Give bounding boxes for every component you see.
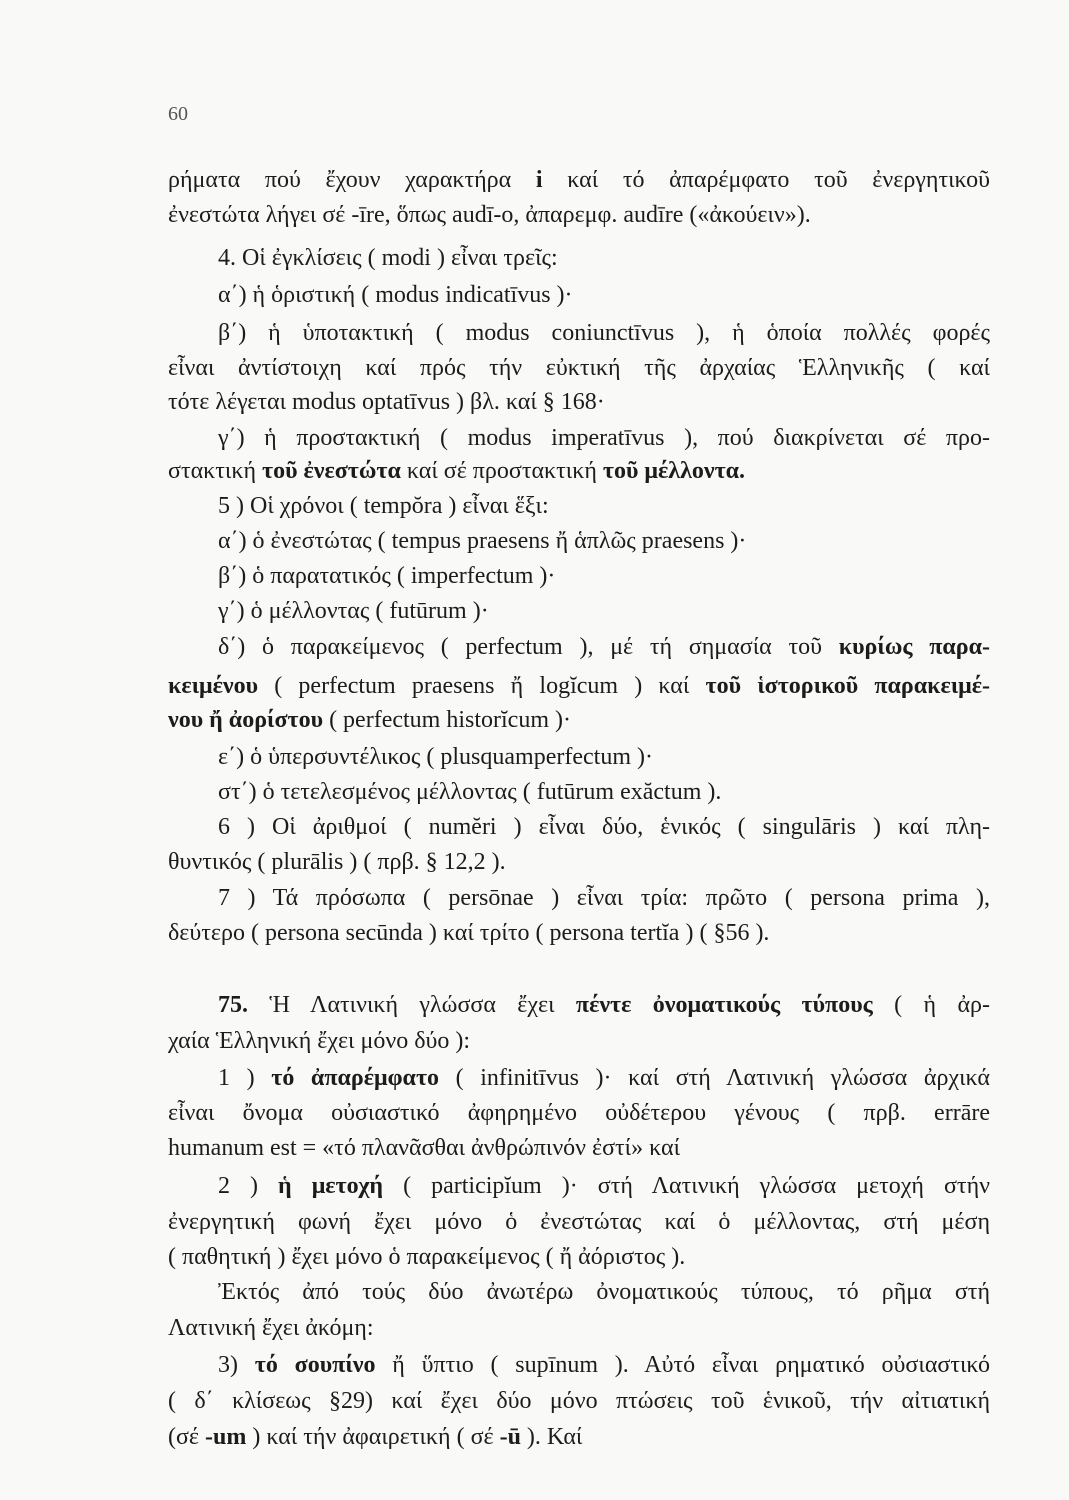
text-line-31 bbox=[168, 1274, 990, 1310]
page-number: 60 bbox=[168, 103, 188, 125]
text-line-9 bbox=[168, 453, 990, 489]
text-line-7 bbox=[168, 384, 990, 420]
text-line-15 bbox=[168, 668, 990, 704]
text-run: θυντικός ( plurālis ) ( πρβ. § 12,2 ). bbox=[168, 849, 506, 875]
text-line-12 bbox=[168, 558, 990, 594]
text-run: ( infinitīvus )· καί στή Λατινική γλώσσα ἀρχικά bbox=[439, 1065, 991, 1091]
text-line-1 bbox=[168, 162, 990, 198]
text-line-10 bbox=[168, 488, 990, 524]
text-run: ( ἡ ἀρ- bbox=[872, 992, 990, 1018]
bold-text-run: τό σουπίνο bbox=[254, 1352, 376, 1378]
text-line-20 bbox=[168, 844, 990, 880]
text-run: τότε λέγεται modus optatīvus ) βλ. καί § 168· bbox=[168, 389, 605, 415]
bold-text-run: κειμένου bbox=[168, 673, 259, 699]
text-line-25 bbox=[168, 1060, 990, 1096]
text-run: ἤ ὕπτιο ( supīnum ). Αὐτό εἶναι ρηματικό οὐσιαστικό bbox=[375, 1352, 991, 1378]
text-run: β΄) ὁ παρατατικός ( imperfectum )· bbox=[218, 563, 556, 589]
text-line-22 bbox=[168, 915, 990, 951]
text-line-19 bbox=[168, 809, 990, 845]
bold-text-run: i bbox=[535, 167, 543, 193]
text-line-17 bbox=[168, 739, 990, 775]
text-line-27 bbox=[168, 1130, 990, 1166]
text-line-24 bbox=[168, 1023, 990, 1059]
text-run: 7 ) Τά πρόσωπα ( persōnae ) εἶναι τρία: πρῶτο ( persona prima ), bbox=[218, 885, 990, 911]
text-run: ) καί τήν ἀφαιρετική ( σέ bbox=[246, 1424, 500, 1450]
text-run: καί σέ προστακτική bbox=[400, 458, 603, 484]
bold-text-run: -um bbox=[205, 1424, 247, 1450]
text-run: χαία Ἑλληνική ἔχει μόνο δύο ): bbox=[168, 1028, 471, 1054]
text-run: δεύτερο ( persona secūnda ) καί τρίτο ( persona tertĭa ) ( §56 ). bbox=[168, 920, 770, 946]
text-line-3 bbox=[168, 240, 990, 276]
text-line-29 bbox=[168, 1204, 990, 1240]
bold-text-run: κυρίως παρα- bbox=[838, 634, 991, 660]
text-line-28 bbox=[168, 1168, 990, 1204]
text-run: στακτική bbox=[168, 458, 262, 484]
bold-text-run: πέντε ὀνοματικούς τύπους bbox=[575, 992, 873, 1018]
text-run: 6 ) Οἱ ἀριθμοί ( numĕri ) εἶναι δύο, ἑνικός ( singulāris ) καί πλη- bbox=[218, 814, 990, 840]
text-run: Ἐκτός ἀπό τούς δύο ἀνωτέρω ὀνοματικούς τύπους, τό ρῆμα στή bbox=[218, 1279, 990, 1305]
text-line-33 bbox=[168, 1347, 990, 1383]
text-run: στ΄) ὁ τετελεσμένος μέλλοντας ( futūrum exăctum ). bbox=[218, 779, 722, 805]
text-run: 1 ) bbox=[218, 1065, 272, 1091]
text-line-11 bbox=[168, 523, 990, 559]
text-run: ( perfectum praesens ἤ logĭcum ) καί bbox=[258, 673, 706, 699]
text-run: 4. Οἱ ἐγκλίσεις ( modi ) εἶναι τρεῖς: bbox=[218, 245, 558, 271]
bold-text-run: νου ἤ ἀορίστου bbox=[168, 707, 324, 733]
text-line-32 bbox=[168, 1310, 990, 1346]
bold-text-run: τοῦ μέλλοντα. bbox=[602, 458, 746, 484]
text-line-34 bbox=[168, 1383, 990, 1419]
text-run: εἶναι ὄνομα οὐσιαστικό ἀφηρημένο οὐδέτερου γένους ( πρβ. errāre bbox=[168, 1100, 990, 1126]
bold-text-run: τοῦ ἐνεστώτα bbox=[262, 458, 401, 484]
text-line-18 bbox=[168, 774, 990, 810]
text-run: Ἡ Λατινική γλώσσα ἔχει bbox=[248, 992, 576, 1018]
text-run: β΄) ἡ ὑποτακτική ( modus coniunctīvus ), ἡ ὁποία πολλές φορές bbox=[218, 320, 990, 346]
text-line-23 bbox=[168, 987, 990, 1023]
text-run: ρήματα πού ἔχουν χαρακτήρα bbox=[168, 167, 536, 193]
text-run: ( perfectum historĭcum )· bbox=[323, 707, 571, 733]
text-line-8 bbox=[168, 420, 990, 456]
text-run: καί τό ἀπαρέμφατο τοῦ ἐνεργητικοῦ bbox=[542, 167, 990, 193]
text-line-13 bbox=[168, 593, 990, 629]
text-run: ( δ΄ κλίσεως §29) καί ἔχει δύο μόνο πτώσεις τοῦ ἑνικοῦ, τήν αἰτιατική bbox=[168, 1388, 990, 1414]
bold-text-run: τό ἀπαρέμφατο bbox=[271, 1065, 440, 1091]
text-run: ). Καί bbox=[520, 1424, 583, 1450]
text-line-21 bbox=[168, 880, 990, 916]
text-line-4 bbox=[168, 277, 990, 313]
text-run: α΄) ἡ ὁριστική ( modus indicatīvus )· bbox=[218, 282, 573, 308]
text-run: ἐνεστώτα λήγει σέ -īre, ὅπως audī-o, ἀπαρεμφ. audīre («ἀκούειν»). bbox=[168, 202, 811, 228]
text-line-5 bbox=[168, 315, 990, 351]
bold-text-run: -ū bbox=[499, 1424, 521, 1450]
text-run: 2 ) bbox=[218, 1173, 279, 1199]
text-line-6 bbox=[168, 350, 990, 386]
text-run: α΄) ὁ ἐνεστώτας ( tempus praesens ἤ ἁπλῶς praesens )· bbox=[218, 528, 747, 554]
text-run: γ΄) ὁ μέλλοντας ( futūrum )· bbox=[218, 598, 489, 624]
text-run: ( participĭum )· στή Λατινική γλώσσα μετοχή στήν bbox=[383, 1173, 990, 1199]
bold-text-run: ἡ μετοχή bbox=[278, 1173, 384, 1199]
text-run: (σέ bbox=[168, 1424, 206, 1450]
text-line-2 bbox=[168, 197, 990, 233]
text-run: humanum est = «τό πλανᾶσθαι ἀνθρώπινόν ἐστί» καί bbox=[168, 1135, 681, 1161]
text-run: δ΄) ὁ παρακείμενος ( perfectum ), μέ τή σημασία τοῦ bbox=[218, 634, 839, 660]
text-run: 3) bbox=[218, 1352, 255, 1378]
text-line-14 bbox=[168, 629, 990, 665]
text-run: γ΄) ἡ προστακτική ( modus imperatīvus ), πού διακρίνεται σέ προ- bbox=[218, 425, 990, 451]
section-number: 75. bbox=[218, 992, 248, 1018]
text-run: Λατινική ἔχει ἀκόμη: bbox=[168, 1315, 374, 1341]
text-line-26 bbox=[168, 1095, 990, 1131]
text-run: ἐνεργητική φωνή ἔχει μόνο ὁ ἐνεστώτας καί ὁ μέλλοντας, στή μέση bbox=[168, 1209, 990, 1235]
text-line-16 bbox=[168, 702, 990, 738]
text-run: ε΄) ὁ ὑπερσυντέλικος ( plusquamperfectum )· bbox=[218, 744, 653, 770]
text-run: 5 ) Οἱ χρόνοι ( tempŏra ) εἶναι ἕξι: bbox=[218, 493, 549, 519]
bold-text-run: τοῦ ἱστορικοῦ παρακειμέ- bbox=[705, 673, 990, 699]
text-line-35 bbox=[168, 1419, 990, 1455]
text-run: εἶναι ἀντίστοιχη καί πρός τήν εὐκτική τῆς ἀρχαίας Ἑλληνικῆς ( καί bbox=[168, 355, 990, 381]
text-line-30 bbox=[168, 1239, 990, 1275]
text-run: ( παθητική ) ἔχει μόνο ὁ παρακείμενος ( ἤ ἀόριστος ). bbox=[168, 1244, 686, 1270]
